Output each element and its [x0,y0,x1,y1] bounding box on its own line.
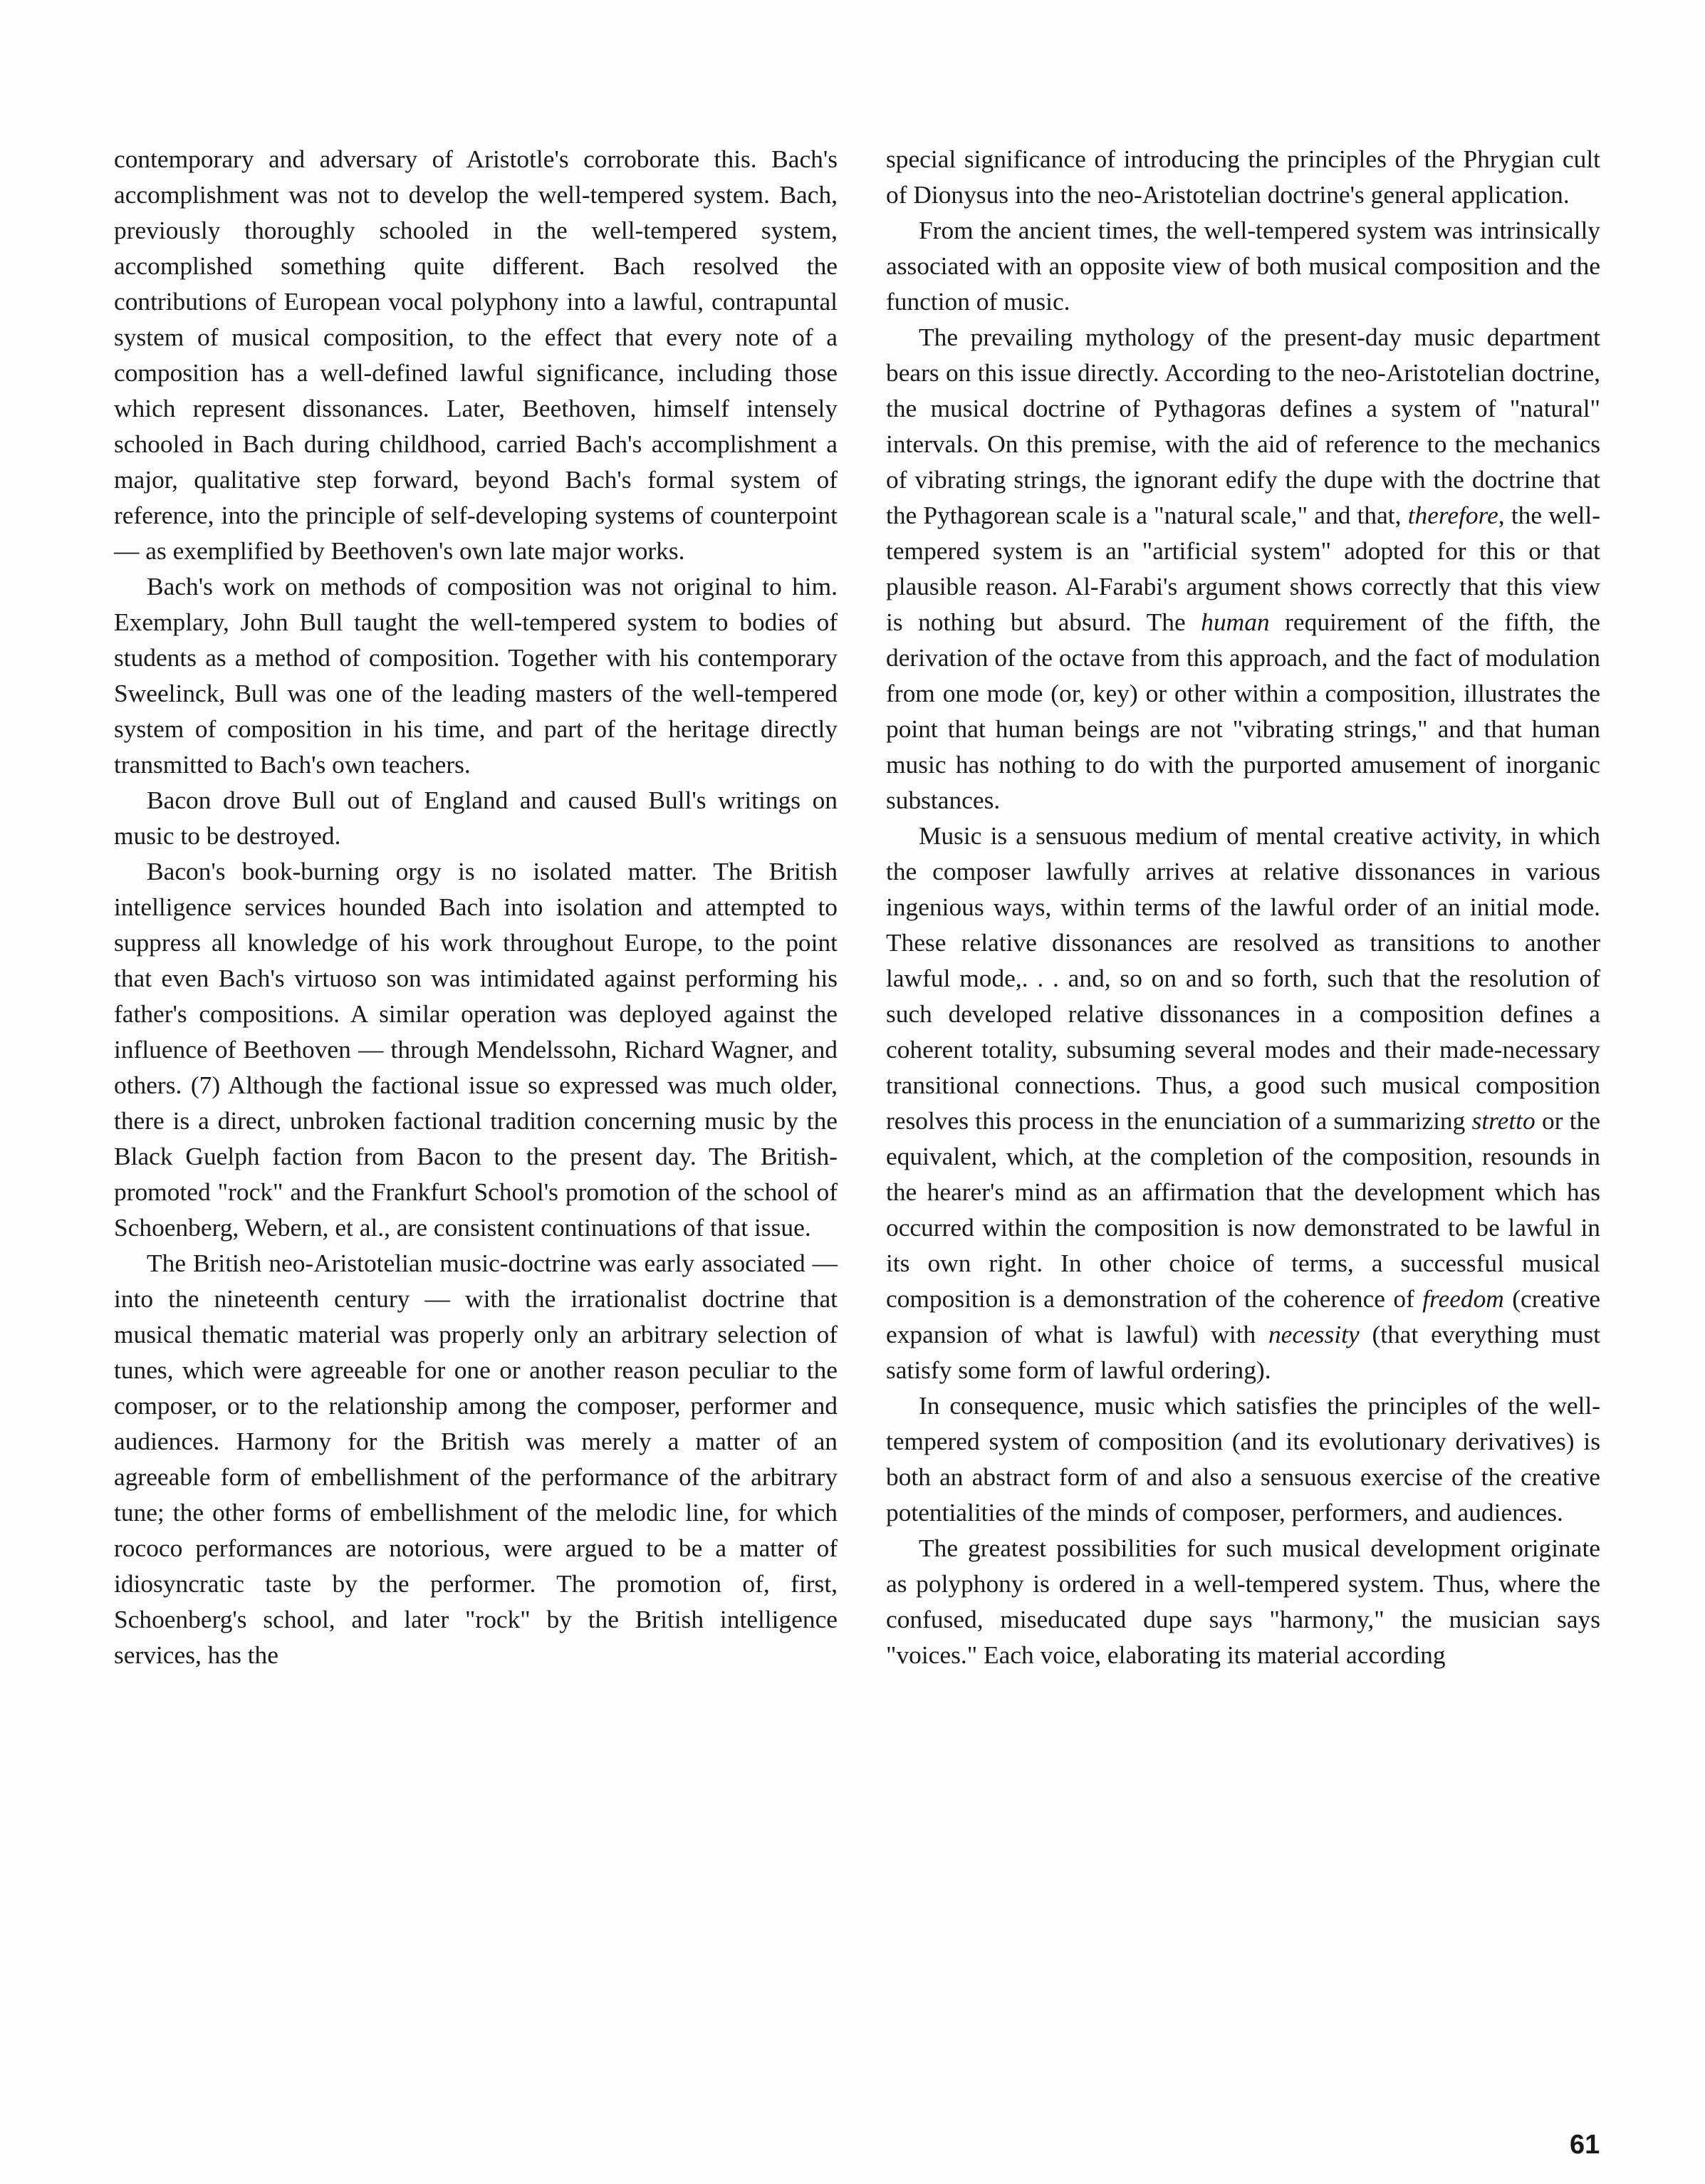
text-run: (creative expansion of what is lawful) with [886,1284,1600,1348]
emphasis: freedom [1422,1284,1504,1313]
page-number: 61 [1570,2130,1600,2160]
emphasis: necessity [1268,1320,1360,1348]
paragraph: Bacon drove Bull out of England and caused Bull's writings on music to be destroyed. [114,786,838,850]
emphasis: human [1201,608,1270,636]
paragraph: Bacon's book-burning orgy is no isolated matter. The British intelligence services hounded Bach into isolation and attempted to suppress all knowledge of his work throughout Europe, to the point that even Bach's virtuoso son was intimidated against performing his father's compositions. A similar operation was deployed against the influence of Beethoven — through Mendelssohn, Richard Wagner, and others. (7) Although the factional issue so expressed was much older, there is a direct, unbroken factional tradition concerning music by the Black Guelph faction from Bacon to the present day. The British-promoted "rock" and the Frankfurt School's promotion of the school of Schoenberg, Webern, et al., are consistent continuations of that issue. [114,857,838,1242]
left-column [114,141,838,1673]
text-run: (that everything must satisfy some form of lawful ordering). [886,1320,1600,1384]
emphasis: therefore [1407,501,1498,529]
text-run: Music is a sensuous medium of mental creative activity, in which the composer lawfully arrives at relative dissonances in various ingenious ways, within terms of the lawful order of an initial mode. These relative dissonances are resolved as transitions to another lawful mode,. . . and, so on and so forth, such that the resolution of such developed relative dissonances in a composition defines a coherent totality, subsuming several modes and their made-necessary transitional connections. Thus, a good such musical composition resolves this process in the enunciation of a summarizing [886,821,1600,1135]
right-column [886,141,1600,1673]
paragraph: special significance of introducing the principles of the Phrygian cult of Dionysus into the neo-Aristotelian doctrine's general application. [886,145,1600,209]
paragraph: Bach's work on methods of composition was not original to him. Exemplary, John Bull taught the well-tempered system to bodies of students as a method of composition. Together with his contemporary Sweelinck, Bull was one of the leading masters of the well-tempered system of composition in his time, and part of the heritage directly transmitted to Bach's own teachers. [114,572,838,779]
text-run: , the well-tempered system is an "artificial system" adopted for this or that plausible reason. Al-Farabi's argument shows correctly that this view is nothing but absurd. The [886,501,1600,636]
paragraph: From the ancient times, the well-tempered system was intrinsically associated with an opposite view of both musical composition and the function of music. [886,216,1600,316]
paragraph [886,319,1600,818]
paragraph: In consequence, music which satisfies the principles of the well-tempered system of composition (and its evolutionary derivatives) is both an abstract form of and also a sensuous exercise of the creative potentialities of the minds of composer, performers, and audiences. [886,1391,1600,1527]
text-run: requirement of the fifth, the derivation of the octave from this approach, and the fact of modulation from one mode (or, key) or other within a composition, illustrates the point that human beings are not "vibrating strings," and that human music has nothing to do with the purported amusement of inorganic substances. [886,608,1600,814]
paragraph: The British neo-Aristotelian music-doctrine was early associated — into the nineteenth century — with the irrationalist doctrine that musical thematic material was properly only an arbitrary selection of tunes, which were agreeable for one or another reason peculiar to the composer, or to the relationship among the composer, performer and audiences. Harmony for the British was merely a matter of an agreeable form of embellishment of the performance of the arbitrary tune; the other forms of embellishment of the melodic line, for which rococo performances are notorious, were argued to be a matter of idiosyncratic taste by the performer. The promotion of, first, Schoenberg's school, and later "rock" by the British intelligence services, has the [114,1249,838,1669]
emphasis: stretto [1471,1106,1535,1135]
text-run: The prevailing mythology of the present-day music department bears on this issue directly. According to the neo-Aristotelian doctrine, the musical doctrine of Pythagoras defines a system of "natural" intervals. On this premise, with the aid of reference to the mechanics of vibrating strings, the ignorant edify the dupe with the doctrine that the Pythagorean scale is a "natural scale," and that, [886,323,1600,529]
paragraph: The greatest possibilities for such musical development originate as polyphony is ordered in a well-tempered system. Thus, where the confused, miseducated dupe says "harmony," the musician says "voices." Each voice, elaborating its material according [886,1534,1600,1669]
text-run: or the equivalent, which, at the completion of the composition, resounds in the hearer's mind as an affirmation that the development which has occurred within the composition is now demonstrated to be lawful in its own right. In other choice of terms, a successful musical composition is a demonstration of the coherence of [886,1106,1600,1313]
paragraph [886,818,1600,1388]
paragraph: contemporary and adversary of Aristotle's corroborate this. Bach's accomplishment was not to develop the well-tempered system. Bach, previously thoroughly schooled in the well-tempered system, accomplished something quite different. Bach resolved the contributions of European vocal polyphony into a lawful, contrapuntal system of musical composition, to the effect that every note of a composition has a well-defined lawful significance, including those which represent dissonances. Later, Beethoven, himself intensely schooled in Bach during childhood, carried Bach's accomplishment a major, qualitative step forward, beyond Bach's formal system of reference, into the principle of self-developing systems of counterpoint — as exemplified by Beethoven's own late major works. [114,145,838,565]
